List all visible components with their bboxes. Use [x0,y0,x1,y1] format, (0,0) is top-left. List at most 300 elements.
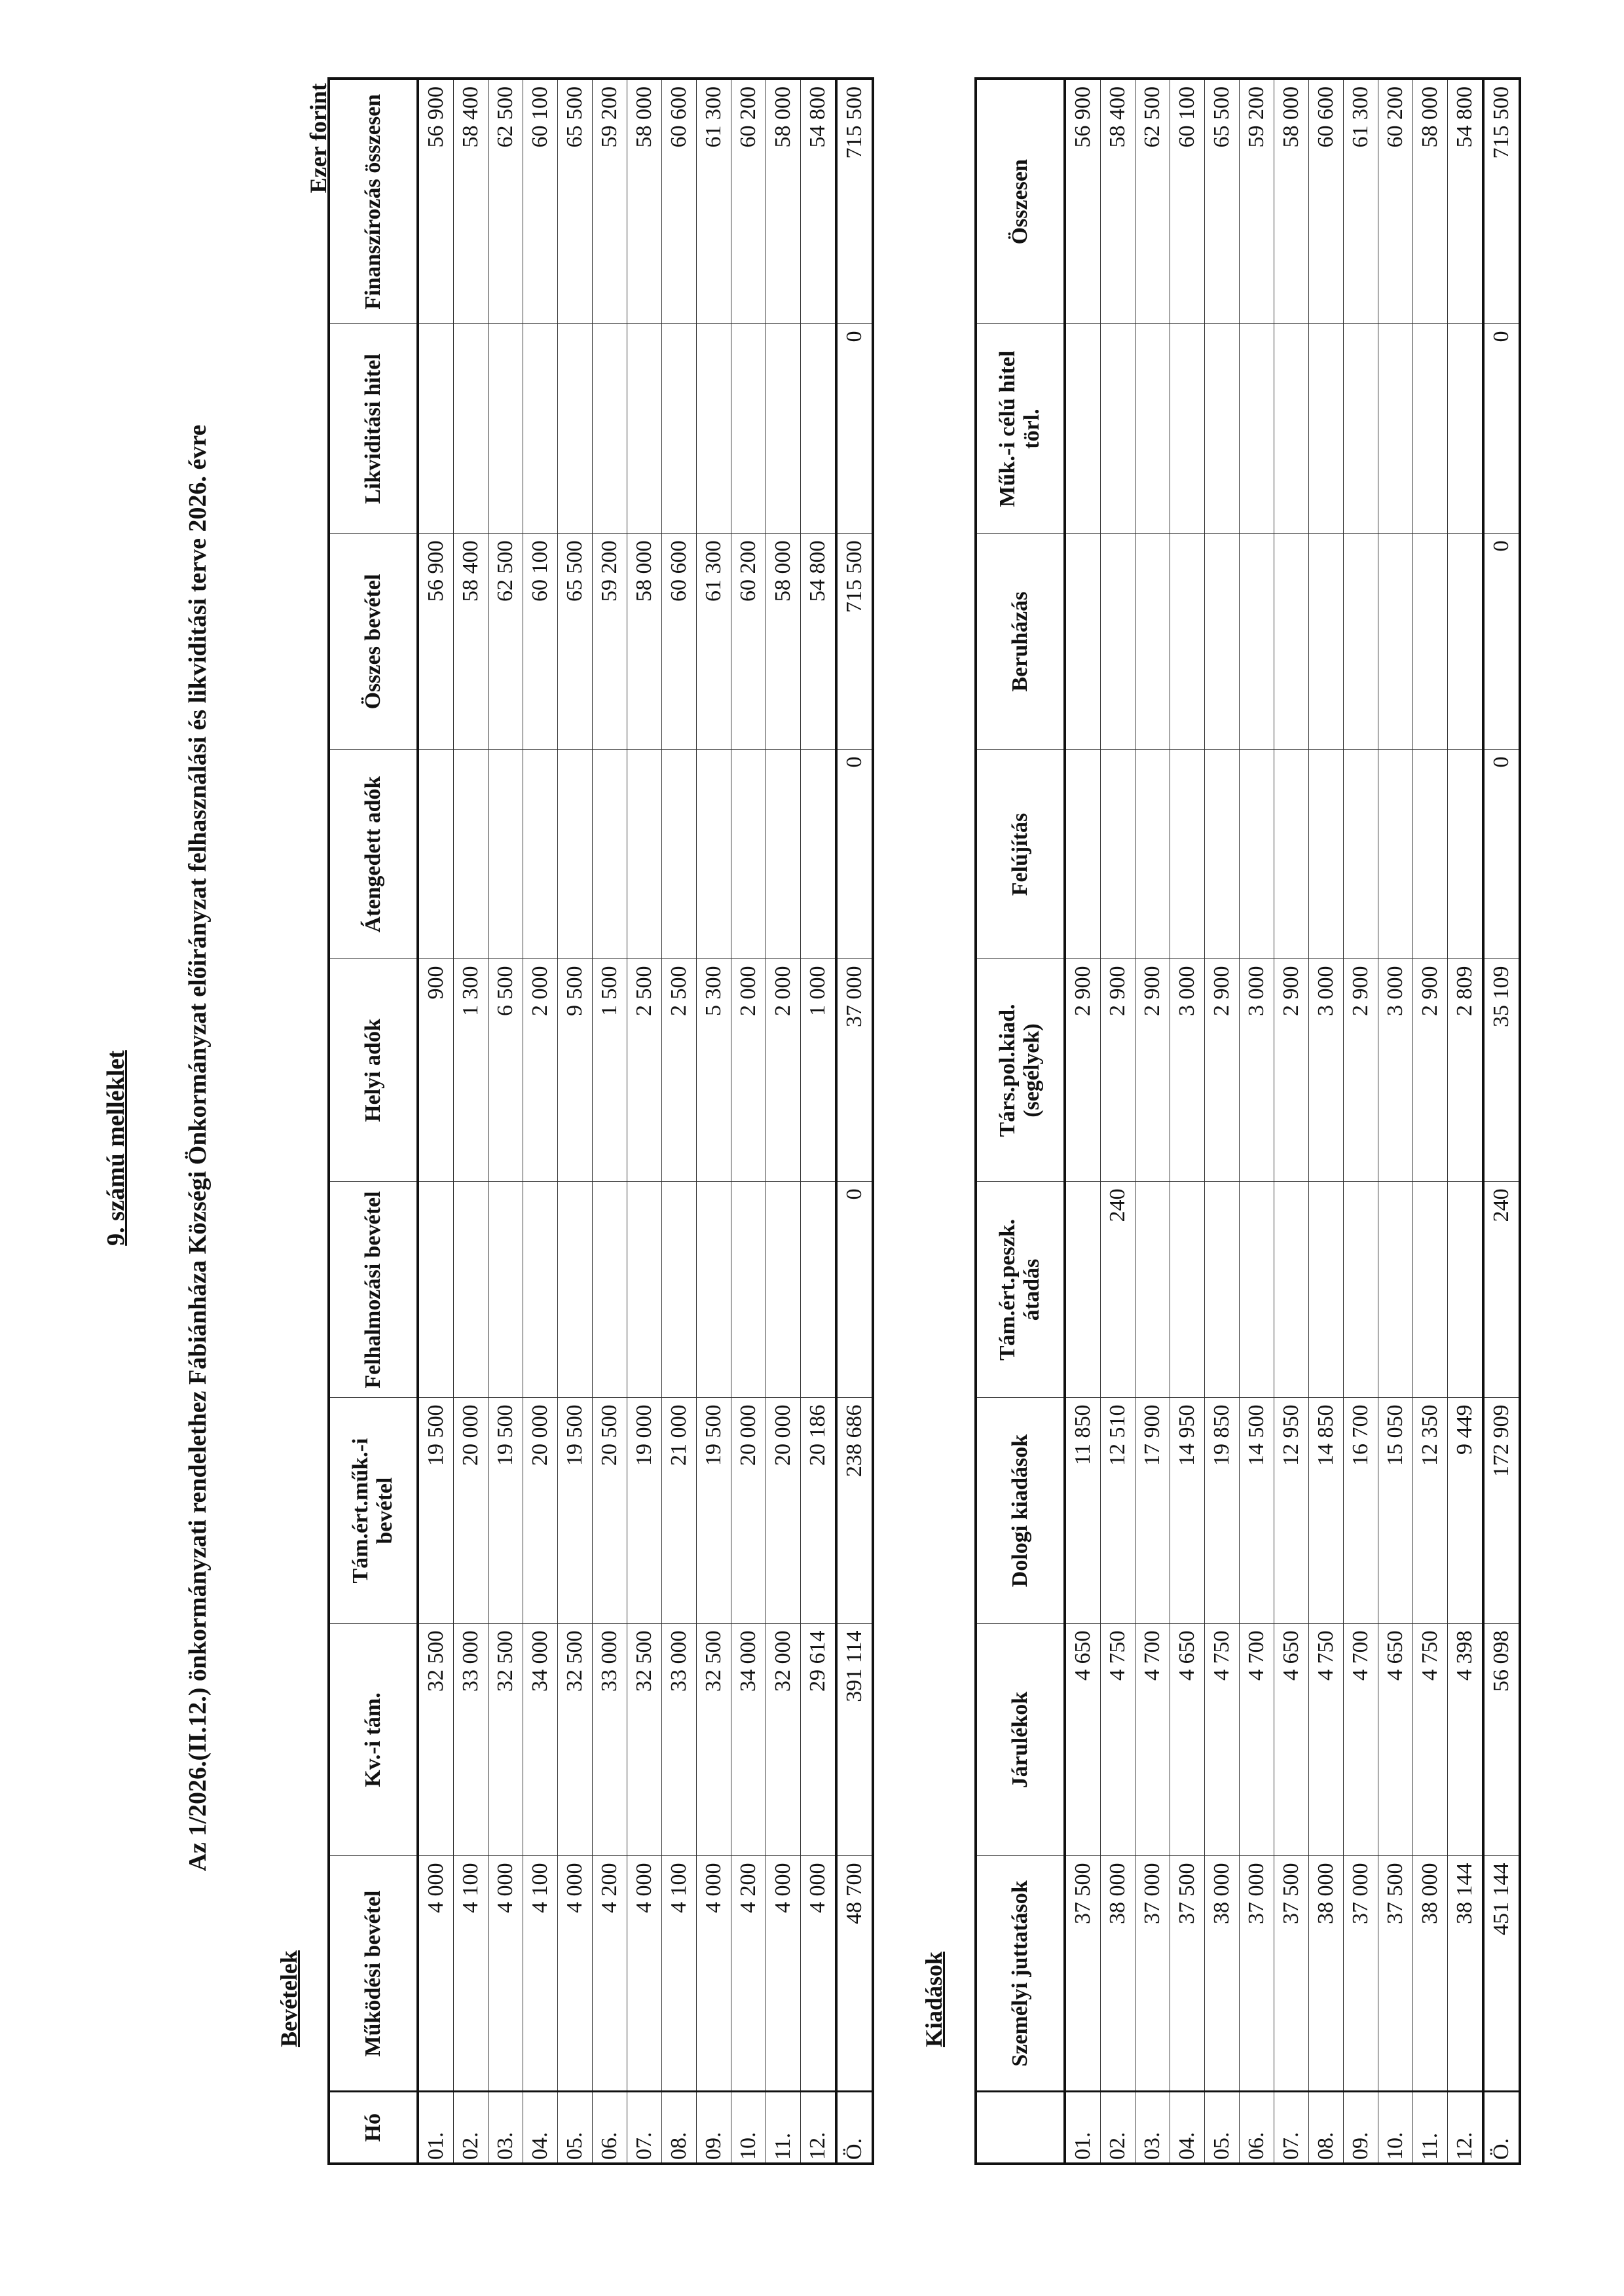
table-cell [1378,750,1413,959]
table-cell [454,324,489,534]
table-cell: 2 900 [1101,959,1135,1182]
table-cell: 32 500 [418,1624,454,1856]
table-cell: 2 900 [1274,959,1309,1182]
table-cell [418,324,454,534]
header-cell: Dologi kiadások [976,1398,1065,1624]
table-cell [1448,324,1484,534]
table-cell [523,1182,558,1398]
table-cell: 19 500 [697,1398,731,1624]
table-cell [1205,324,1240,534]
table-cell: 20 000 [766,1398,801,1624]
table-cell: 4 650 [1065,1624,1101,1856]
table-cell [1309,534,1344,750]
table-row [1344,79,1378,2164]
table-cell: 37 500 [1170,1856,1205,2092]
table-row [1065,79,1101,2164]
table-cell: 37 000 [1344,1856,1378,2092]
table-cell [766,1182,801,1398]
month-cell: 07. [627,2092,662,2164]
month-cell: 09. [697,2092,731,2164]
table-cell: 35 109 [1483,959,1520,1182]
table-cell: 37 500 [1065,1856,1101,2092]
table-cell [662,750,697,959]
table-cell: 4 000 [627,1856,662,2092]
table-cell [1135,750,1170,959]
table-cell [1448,750,1484,959]
table-cell: 2 000 [766,959,801,1182]
table-cell: 60 600 [1309,79,1344,324]
table-cell: 32 000 [766,1624,801,1856]
header-cell: Kv.-i tám. [329,1624,418,1856]
month-cell: 02. [1101,2092,1135,2164]
table-cell [1170,1182,1205,1398]
table-cell: 56 098 [1483,1624,1520,1856]
table-cell: 61 300 [697,79,731,324]
table-cell: 14 950 [1170,1398,1205,1624]
table-cell [801,1182,837,1398]
table-cell [1274,1182,1309,1398]
header-cell: Finanszírozás összesen [329,79,418,324]
table-cell [1065,1182,1101,1398]
table-cell: 240 [1483,1182,1520,1398]
month-cell: 09. [1344,2092,1378,2164]
table-cell: 33 000 [662,1624,697,1856]
table-row [454,79,489,2164]
table-cell: 4 700 [1135,1624,1170,1856]
table-row [1135,79,1170,2164]
table-cell [1205,1182,1240,1398]
table-cell: 3 000 [1309,959,1344,1182]
table-cell: 4 100 [523,1856,558,2092]
table-cell: 33 000 [593,1624,627,1856]
month-cell: 04. [1170,2092,1205,2164]
table-cell: 37 000 [1240,1856,1274,2092]
table-row [418,79,454,2164]
header-cell: Műk.-i célú hitel törl. [976,324,1065,534]
table-cell: 58 000 [1413,79,1448,324]
table-cell [489,1182,523,1398]
table-cell [1413,1182,1448,1398]
table-cell: 60 100 [1170,79,1205,324]
table-cell: 58 000 [766,534,801,750]
table-cell: 4 700 [1240,1624,1274,1856]
table-cell: 12 350 [1413,1398,1448,1624]
table-cell: 37 500 [1378,1856,1413,2092]
month-cell: 05. [1205,2092,1240,2164]
table-cell: 4 000 [418,1856,454,2092]
table-cell [454,1182,489,1398]
table-cell: 37 000 [1135,1856,1170,2092]
table-cell: 20 186 [801,1398,837,1624]
table-cell: 37 500 [1274,1856,1309,2092]
revenue-header-row [329,79,418,2164]
table-row [731,79,766,2164]
table-cell: 56 900 [418,534,454,750]
table-cell [627,324,662,534]
table-cell: 14 850 [1309,1398,1344,1624]
month-cell: 06. [593,2092,627,2164]
table-cell: 33 000 [454,1624,489,1856]
table-cell: 19 500 [558,1398,593,1624]
table-cell: 59 200 [1240,79,1274,324]
table-cell [697,1182,731,1398]
table-cell: 4 700 [1344,1624,1378,1856]
table-cell: 56 900 [1065,79,1101,324]
table-cell [418,750,454,959]
revenue-table [327,77,874,2165]
table-cell: 9 500 [558,959,593,1182]
table-cell: 60 200 [731,534,766,750]
table-cell: 65 500 [558,534,593,750]
expense-table [974,77,1521,2165]
table-cell: 34 000 [523,1624,558,1856]
table-row [593,79,627,2164]
table-cell: 38 000 [1205,1856,1240,2092]
table-cell: 58 400 [454,79,489,324]
header-cell: Felhalmozási bevétel [329,1182,418,1398]
table-row [489,79,523,2164]
table-cell [1240,750,1274,959]
header-cell: Személyi juttatások [976,1856,1065,2092]
month-cell: Ö. [1483,2092,1520,2164]
table-cell [731,324,766,534]
table-row [1309,79,1344,2164]
table-cell: 20 000 [731,1398,766,1624]
table-cell: 60 100 [523,534,558,750]
table-cell [454,750,489,959]
month-cell: 08. [662,2092,697,2164]
table-cell: 3 000 [1378,959,1413,1182]
table-cell: 19 850 [1205,1398,1240,1624]
table-cell [1448,534,1484,750]
table-cell: 20 000 [454,1398,489,1624]
header-cell: Helyi adók [329,959,418,1182]
table-cell [766,324,801,534]
table-cell [1205,534,1240,750]
table-cell: 60 200 [731,79,766,324]
table-cell: 2 900 [1344,959,1378,1182]
table-cell: 12 510 [1101,1398,1135,1624]
table-cell: 38 144 [1448,1856,1484,2092]
header-cell: Összes bevétel [329,534,418,750]
month-cell: 11. [766,2092,801,2164]
table-cell [766,750,801,959]
table-cell: 3 000 [1240,959,1274,1182]
table-cell: 391 114 [836,1624,873,1856]
table-row [697,79,731,2164]
table-cell [697,324,731,534]
header-cell [976,2092,1065,2164]
header-cell: Hó [329,2092,418,2164]
header-cell: Járulékok [976,1624,1065,1856]
table-cell: 4 100 [662,1856,697,2092]
revenue-section-title: Bevételek [276,1950,302,2047]
table-cell [593,324,627,534]
table-cell: 6 500 [489,959,523,1182]
table-cell [627,750,662,959]
table-cell [1378,324,1413,534]
table-cell [489,750,523,959]
annex-title: 9. számú melléklet [102,1050,130,1246]
table-cell [697,750,731,959]
table-cell: 4 000 [558,1856,593,2092]
total-row [836,79,873,2164]
table-cell: 238 686 [836,1398,873,1624]
table-row [1378,79,1413,2164]
table-cell [1274,324,1309,534]
table-cell: 715 500 [836,79,873,324]
table-cell: 9 449 [1448,1398,1484,1624]
table-cell [418,1182,454,1398]
table-cell: 19 500 [489,1398,523,1624]
table-cell [1170,750,1205,959]
table-cell: 4 750 [1413,1624,1448,1856]
table-cell: 61 300 [697,534,731,750]
table-cell: 5 300 [697,959,731,1182]
table-cell: 62 500 [489,79,523,324]
table-cell: 4 000 [697,1856,731,2092]
expense-section-title: Kiadások [921,1951,947,2047]
table-cell [1413,750,1448,959]
table-cell [1344,1182,1378,1398]
header-cell: Társ.pol.kiad. (segélyek) [976,959,1065,1182]
table-cell: 60 100 [523,79,558,324]
table-cell: 0 [836,1182,873,1398]
table-cell: 65 500 [558,79,593,324]
table-cell: 16 700 [1344,1398,1378,1624]
table-cell [1344,324,1378,534]
month-cell: 03. [1135,2092,1170,2164]
table-cell: 61 300 [1344,79,1378,324]
month-cell: 11. [1413,2092,1448,2164]
header-cell: Beruházás [976,534,1065,750]
table-cell: 0 [1483,324,1520,534]
table-cell [1309,1182,1344,1398]
table-cell [801,750,837,959]
table-row [662,79,697,2164]
table-cell [558,324,593,534]
table-row [523,79,558,2164]
table-cell [1274,534,1309,750]
table-cell: 19 000 [627,1398,662,1624]
table-cell [1135,534,1170,750]
table-cell: 11 850 [1065,1398,1101,1624]
table-cell [1413,534,1448,750]
table-cell [1274,750,1309,959]
table-cell: 4 000 [766,1856,801,2092]
table-cell [1240,1182,1274,1398]
table-row [558,79,593,2164]
table-row [627,79,662,2164]
table-cell [1344,534,1378,750]
table-cell [1240,324,1274,534]
table-cell: 58 000 [627,534,662,750]
table-cell: 4 750 [1205,1624,1240,1856]
table-cell [1413,324,1448,534]
table-cell: 2 000 [731,959,766,1182]
table-cell: 54 800 [801,79,837,324]
table-cell: 38 000 [1101,1856,1135,2092]
month-cell: 01. [418,2092,454,2164]
table-cell [558,1182,593,1398]
table-cell: 900 [418,959,454,1182]
table-cell: 32 500 [627,1624,662,1856]
table-cell [1448,1182,1484,1398]
table-cell [1170,324,1205,534]
table-row [801,79,837,2164]
month-cell: 02. [454,2092,489,2164]
table-cell [1065,534,1101,750]
header-cell: Tám.ért.műk.-i bevétel [329,1398,418,1624]
table-cell [489,324,523,534]
table-cell: 0 [1483,534,1520,750]
header-cell: Likviditási hitel [329,324,418,534]
month-cell: 05. [558,2092,593,2164]
table-cell: 58 000 [627,79,662,324]
table-cell: 2 900 [1205,959,1240,1182]
table-cell: 62 500 [489,534,523,750]
table-cell: 4 200 [731,1856,766,2092]
table-cell [1170,534,1205,750]
table-cell: 60 200 [1378,79,1413,324]
table-cell: 58 400 [454,534,489,750]
table-cell: 240 [1101,1182,1135,1398]
table-cell: 14 500 [1240,1398,1274,1624]
table-cell: 2 809 [1448,959,1484,1182]
table-cell: 38 000 [1309,1856,1344,2092]
table-cell [662,1182,697,1398]
table-cell [731,750,766,959]
table-cell: 1 300 [454,959,489,1182]
table-cell [593,750,627,959]
table-cell: 2 900 [1413,959,1448,1182]
month-cell: 04. [523,2092,558,2164]
table-cell: 3 000 [1170,959,1205,1182]
table-cell [1378,534,1413,750]
table-cell: 62 500 [1135,79,1170,324]
table-cell: 2 900 [1065,959,1101,1182]
month-cell: 12. [801,2092,837,2164]
header-cell: Átengedett adók [329,750,418,959]
table-cell: 715 500 [836,534,873,750]
table-cell: 4 650 [1274,1624,1309,1856]
table-cell: 1 000 [801,959,837,1182]
month-cell: 03. [489,2092,523,2164]
month-cell: 01. [1065,2092,1101,2164]
month-cell: 10. [1378,2092,1413,2164]
table-row [766,79,801,2164]
table-cell [558,750,593,959]
month-cell: 06. [1240,2092,1274,2164]
table-cell: 4 650 [1378,1624,1413,1856]
table-cell: 38 000 [1413,1856,1448,2092]
month-cell: Ö. [836,2092,873,2164]
table-cell: 48 700 [836,1856,873,2092]
table-cell [593,1182,627,1398]
table-row [1413,79,1448,2164]
table-cell: 4 750 [1101,1624,1135,1856]
table-cell: 12 950 [1274,1398,1309,1624]
table-cell: 59 200 [593,534,627,750]
total-row [1483,79,1520,2164]
table-cell: 58 000 [766,79,801,324]
table-cell: 15 050 [1378,1398,1413,1624]
table-cell: 4 650 [1170,1624,1205,1856]
unit-label: Ezer forint [305,83,331,194]
table-cell: 2 900 [1135,959,1170,1182]
table-cell: 2 000 [523,959,558,1182]
table-cell: 37 000 [836,959,873,1182]
table-cell: 0 [836,750,873,959]
expense-header-row [976,79,1065,2164]
table-cell: 0 [836,324,873,534]
table-cell: 32 500 [558,1624,593,1856]
table-cell: 60 600 [662,534,697,750]
table-cell: 60 600 [662,79,697,324]
table-cell: 54 800 [1448,79,1484,324]
table-cell [627,1182,662,1398]
table-cell [1344,750,1378,959]
table-cell: 715 500 [1483,79,1520,324]
table-row [1170,79,1205,2164]
table-cell: 2 500 [627,959,662,1182]
header-cell: Felújítás [976,750,1065,959]
table-cell: 19 500 [418,1398,454,1624]
table-cell: 451 144 [1483,1856,1520,2092]
table-cell [731,1182,766,1398]
table-cell [801,324,837,534]
table-cell [1065,324,1101,534]
table-row [1240,79,1274,2164]
month-cell: 08. [1309,2092,1344,2164]
table-cell: 1 500 [593,959,627,1182]
table-cell: 4 100 [454,1856,489,2092]
table-row [1274,79,1309,2164]
table-cell [1309,324,1344,534]
table-cell [1240,534,1274,750]
table-cell: 4 750 [1309,1624,1344,1856]
header-cell: Összesen [976,79,1065,324]
table-cell [1205,750,1240,959]
table-cell: 172 909 [1483,1398,1520,1624]
table-cell [1065,750,1101,959]
table-cell: 54 800 [801,534,837,750]
table-cell [662,324,697,534]
table-cell: 56 900 [418,79,454,324]
table-cell: 4 398 [1448,1624,1484,1856]
table-cell: 21 000 [662,1398,697,1624]
table-cell [1101,750,1135,959]
table-cell [523,750,558,959]
month-cell: 12. [1448,2092,1484,2164]
table-cell [1378,1182,1413,1398]
table-cell: 59 200 [593,79,627,324]
table-cell: 29 614 [801,1624,837,1856]
table-cell: 65 500 [1205,79,1240,324]
table-cell: 32 500 [697,1624,731,1856]
table-row [1101,79,1135,2164]
table-cell [1101,534,1135,750]
month-cell: 07. [1274,2092,1309,2164]
table-cell: 20 500 [593,1398,627,1624]
table-row [1205,79,1240,2164]
table-cell [1135,324,1170,534]
table-cell: 0 [1483,750,1520,959]
table-cell: 58 000 [1274,79,1309,324]
table-cell: 4 000 [801,1856,837,2092]
table-cell: 32 500 [489,1624,523,1856]
header-cell: Működési bevétel [329,1856,418,2092]
